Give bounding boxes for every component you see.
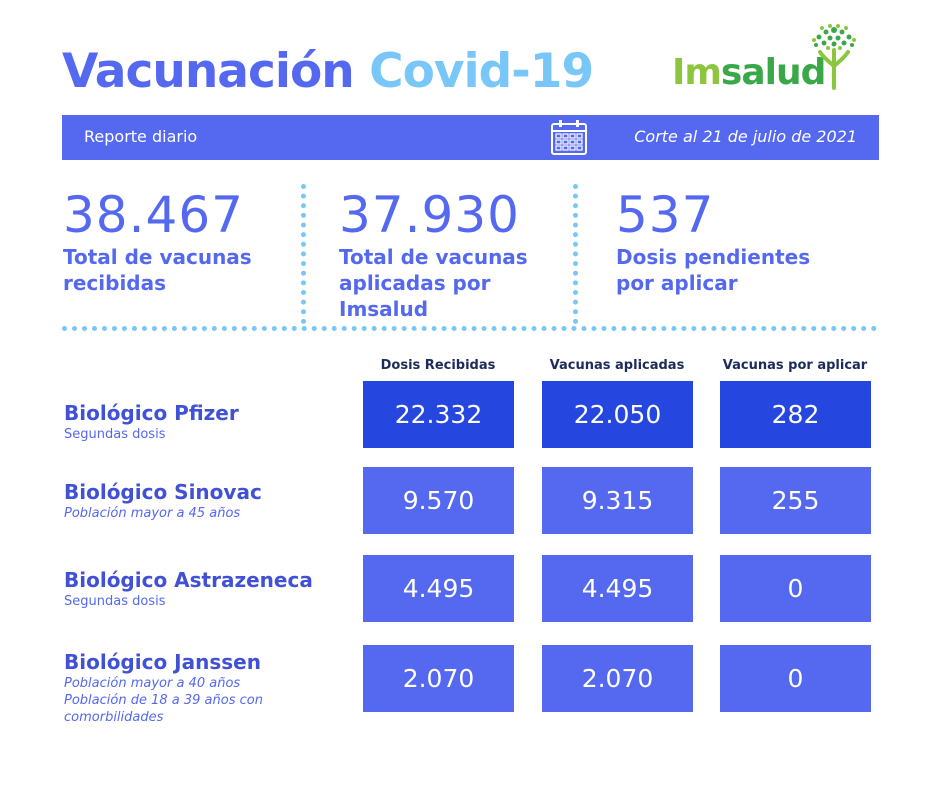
stat-value: 537 [616, 186, 715, 244]
vaccine-note: comorbilidades [64, 710, 164, 725]
vaccine-note: Población mayor a 40 años [64, 676, 241, 691]
cell-applied: 22.050 [542, 381, 693, 448]
divider [301, 184, 306, 324]
row-label-janssen [64, 649, 263, 726]
cell-received: 22.332 [363, 381, 514, 448]
stat-label: Dosis pendientes por aplicar [616, 245, 811, 295]
cell-pending: 255 [720, 467, 871, 534]
imsalud-logo [672, 22, 872, 112]
logo-text: Imsalud [672, 52, 826, 93]
cutoff-date: Corte al 21 de julio de 2021 [634, 127, 857, 146]
column-header-applied: Vacunas aplicadas [549, 358, 685, 373]
title-vacunacion: Vacunación [62, 44, 354, 99]
cell-pending: 282 [720, 381, 871, 448]
vaccine-note: Población de 18 a 39 años con [64, 693, 263, 708]
calendar-icon [549, 118, 589, 156]
column-header-pending: Vacunas por aplicar [722, 358, 868, 373]
cell-applied: 4.495 [542, 555, 693, 622]
cell-applied: 2.070 [542, 645, 693, 712]
stat-applied [339, 188, 528, 322]
cell-applied: 9.315 [542, 467, 693, 534]
report-bar [62, 115, 879, 160]
stat-received [63, 188, 252, 296]
divider [573, 184, 578, 324]
divider [62, 326, 877, 331]
row-label-astrazeneca [64, 567, 313, 610]
row-label-pfizer [64, 400, 239, 443]
stat-value: 37.930 [339, 186, 520, 244]
vaccine-name: Biológico Sinovac [64, 480, 262, 504]
column-header-received: Dosis Recibidas [380, 358, 496, 373]
cell-pending: 0 [720, 645, 871, 712]
cell-received: 2.070 [363, 645, 514, 712]
stat-pending [616, 188, 810, 296]
vaccine-name: Biológico Pfizer [64, 401, 239, 425]
stat-label: Total de vacunas aplicadas por Imsalud [339, 245, 528, 321]
vaccine-name: Biológico Astrazeneca [64, 568, 313, 592]
cell-received: 4.495 [363, 555, 514, 622]
stat-value: 38.467 [63, 186, 244, 244]
vaccine-note: Segundas dosis [64, 594, 166, 609]
title-covid: Covid-19 [369, 44, 594, 99]
vaccine-note: Segundas dosis [64, 427, 166, 442]
vaccine-note: Población mayor a 45 años [64, 506, 241, 521]
tree-icon [806, 22, 862, 92]
stat-label: Total de vacunas recibidas [63, 245, 252, 295]
cell-received: 9.570 [363, 467, 514, 534]
report-label: Reporte diario [84, 127, 198, 146]
row-label-sinovac [64, 479, 262, 522]
vaccine-name: Biológico Janssen [64, 650, 261, 674]
page-title [62, 44, 593, 99]
cell-pending: 0 [720, 555, 871, 622]
